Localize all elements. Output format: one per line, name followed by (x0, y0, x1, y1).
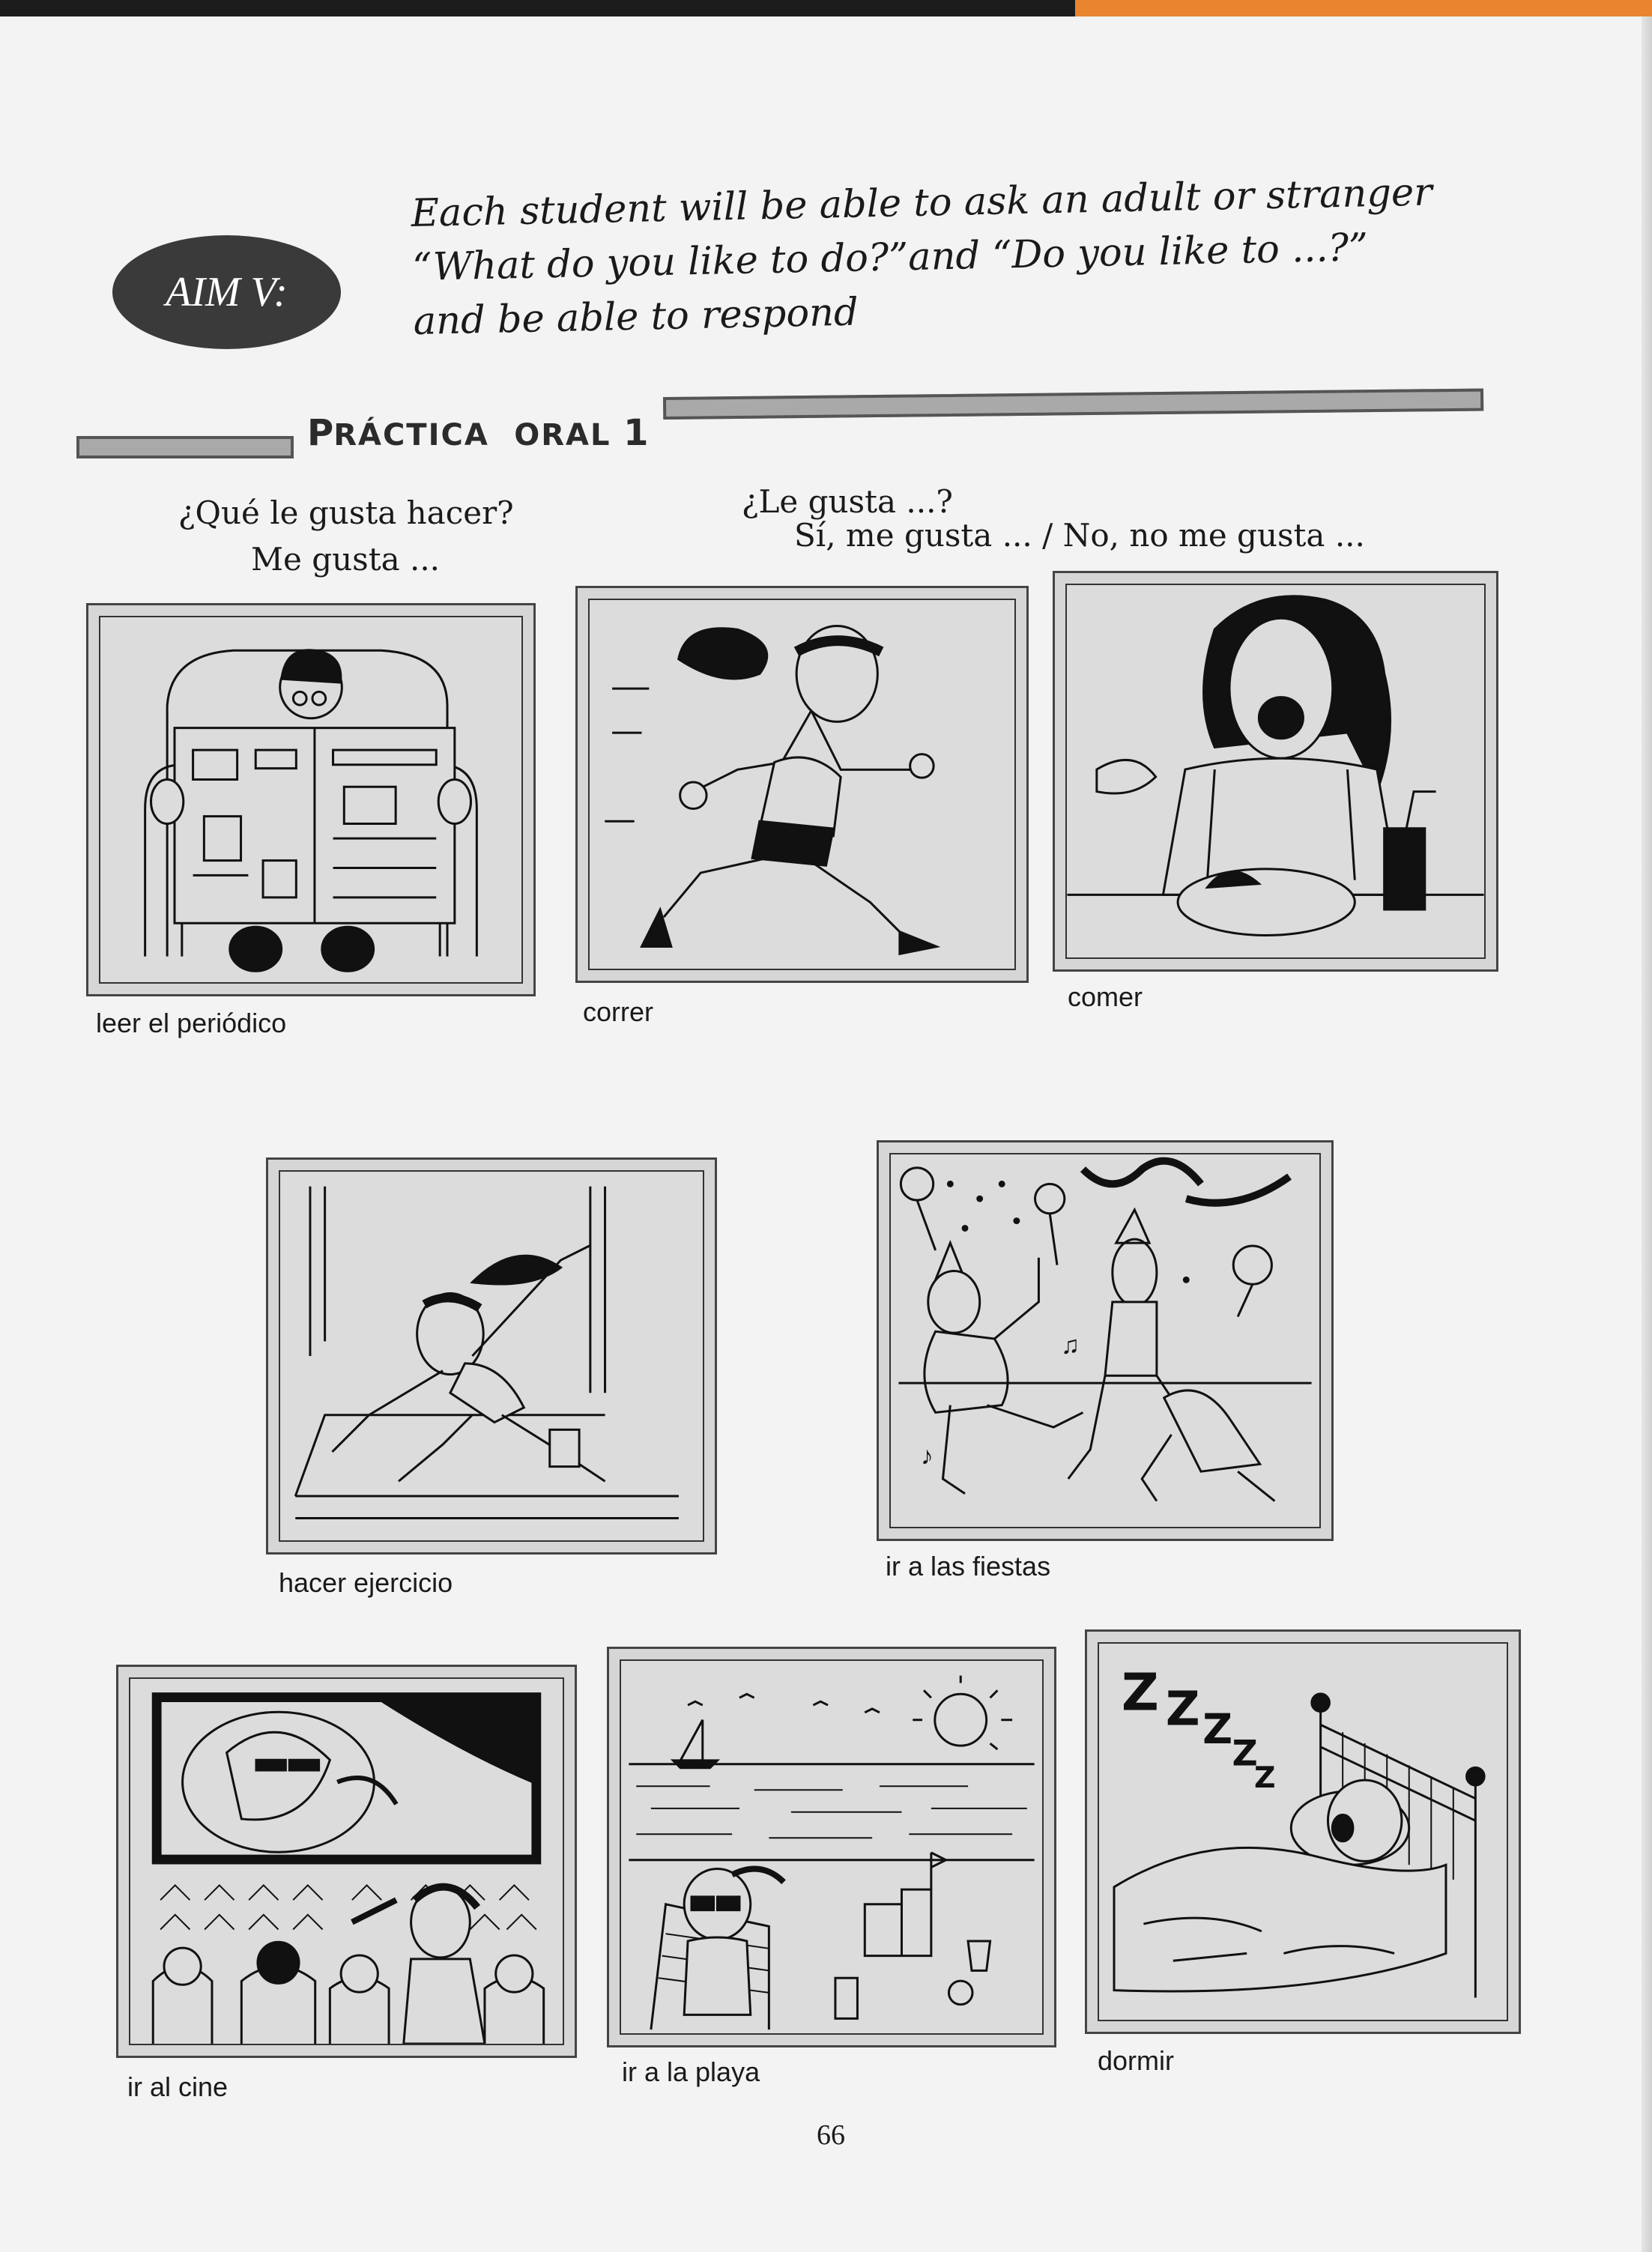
aim-description (411, 164, 1537, 349)
aim-line-1: Each student will be able to ask an adult or stranger (411, 170, 1433, 236)
caption-reading: leer el periódico (96, 1008, 287, 1038)
panel-exercise (266, 1157, 717, 1555)
party-illustration (891, 1154, 1319, 1527)
section-bar-left (76, 436, 294, 458)
question-left-2: Me gusta ... (251, 541, 441, 578)
section-title-word2: ORAL (514, 418, 611, 452)
panel-eating (1053, 571, 1498, 972)
svg-text:Z: Z (1254, 1760, 1276, 1795)
panel-party (877, 1140, 1334, 1541)
beach-illustration (621, 1661, 1042, 2033)
question-left-1: ¿Qué le gusta hacer? (178, 494, 514, 531)
eating-illustration (1067, 585, 1484, 957)
caption-sleeping: dormir (1098, 2045, 1175, 2076)
svg-text:Z: Z (1165, 1681, 1200, 1737)
panel-reading (86, 603, 536, 996)
svg-text:Z: Z (1202, 1704, 1233, 1753)
panel-beach (607, 1647, 1056, 2047)
orange-edge (1075, 0, 1652, 16)
running-illustration (590, 600, 1014, 969)
question-right-2: Sí, me gusta ... / No, no me gusta ... (794, 517, 1365, 554)
question-right-1: ¿Le gusta ...? (742, 483, 953, 520)
aim-badge-label: AIM V: (166, 269, 288, 315)
svg-text:♪: ♪ (920, 1442, 934, 1471)
right-scan-edge (1642, 16, 1652, 2252)
caption-cinema: ir al cine (127, 2071, 229, 2102)
section-title-initial: P (307, 412, 334, 454)
section-title-rest: RÁCTICA (333, 418, 489, 452)
aim-line-3: and be able to respond (413, 290, 859, 344)
cinema-illustration (130, 1679, 563, 2044)
caption-exercise: hacer ejercicio (279, 1567, 453, 1598)
page-number: 66 (817, 2119, 845, 2151)
section-bar-right (663, 389, 1483, 420)
svg-text:Z: Z (1232, 1733, 1258, 1775)
svg-text:♫: ♫ (1060, 1331, 1080, 1360)
sleeping-illustration (1099, 1644, 1507, 2020)
panel-sleeping (1085, 1629, 1521, 2034)
panel-running (575, 586, 1029, 983)
caption-running: correr (583, 996, 654, 1027)
aim-badge (112, 235, 341, 349)
reading-newspaper-illustration (100, 617, 521, 982)
caption-eating: comer (1068, 981, 1143, 1012)
top-scan-edge (0, 0, 1652, 16)
exercise-illustration (280, 1172, 703, 1540)
svg-text:Z: Z (1121, 1662, 1159, 1723)
panel-cinema (116, 1665, 577, 2058)
caption-party: ir a las fiestas (886, 1551, 1051, 1581)
section-title (307, 412, 649, 454)
caption-beach: ir a la playa (622, 2056, 760, 2087)
aim-line-2: “What do you like to do?”and “Do you like to ...?” (411, 225, 1369, 290)
section-title-number: 1 (623, 412, 649, 454)
